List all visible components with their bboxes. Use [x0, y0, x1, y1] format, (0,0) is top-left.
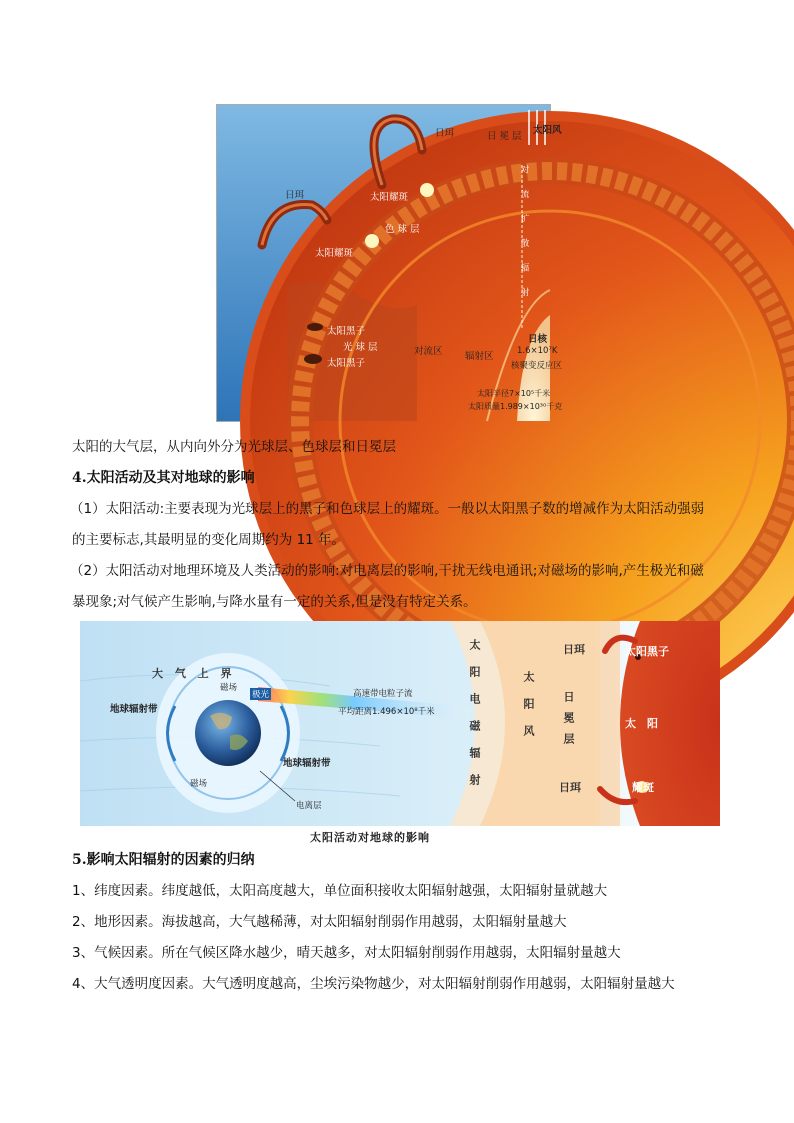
label-sunspot: 太阳黑子 — [625, 645, 669, 658]
section5-heading: 5.影响太阳辐射的因素的归纳 — [72, 852, 255, 868]
label-upper-atmosphere: 大 气 上 界 — [152, 667, 236, 680]
section4-p1-line1: （1）太阳活动:主要表现为光球层上的黑子和色球层上的耀斑。一般以太阳黑子数的增减作为太阳活动强弱 — [70, 501, 705, 517]
section4-heading: 4.太阳活动及其对地球的影响 — [72, 470, 255, 486]
label-transfer-vertical: 对流扩散辐射 — [519, 165, 529, 312]
label-solar-wind: 太阳风 — [533, 125, 562, 136]
label-mass: 太阳质量1.989×10³⁰千克 — [468, 402, 563, 411]
label-particle-stream: 高速带电粒子流 — [353, 689, 413, 699]
section5-item-1: 1、纬度因素。纬度越低，太阳高度越大，单位面积接收太阳辐射越强，太阳辐射量就越大 — [72, 883, 608, 899]
label-sun: 太 阳 — [625, 717, 658, 730]
section4-p2-line2: 暴现象;对气候产生影响,与降水量有一定的关系,但是没有特定关系。 — [72, 594, 477, 610]
label-prominence-top: 日珥 — [563, 643, 585, 656]
label-prominence-left: 日珥 — [285, 190, 305, 201]
section4-p1-line2: 的主要标志,其最明显的变化周期约为 11 年。 — [72, 532, 346, 548]
label-radiation-zone: 辐射区 — [465, 351, 494, 362]
label-flare-top: 太阳耀斑 — [370, 192, 409, 203]
label-corona: 日冕层 — [562, 691, 575, 754]
figure1-caption: 太阳的大气层，从内向外分为光球层、色球层和日冕层 — [72, 439, 396, 455]
label-magnetic-field-bottom: 磁场 — [190, 779, 208, 789]
label-em-radiation: 太阳电磁辐射 — [468, 639, 481, 801]
label-ionosphere: 电离层 — [296, 801, 322, 811]
label-solar-wind: 太阳风 — [522, 671, 535, 752]
label-chromosphere: 色球层 — [385, 224, 423, 235]
label-core-desc: 核聚变反应区 — [511, 361, 563, 371]
label-radiation-belt-right: 地球辐射带 — [283, 758, 331, 769]
figure2-caption: 太阳活动对地球的影响 — [310, 831, 430, 844]
label-photosphere: 光球层 — [343, 342, 381, 353]
label-distance: 平均距离1.496×10⁸千米 — [338, 707, 435, 717]
solar-structure-figure — [216, 104, 563, 422]
solar-structure-illustration — [217, 105, 550, 421]
label-prominence-top: 日珥 — [435, 128, 455, 139]
solar-impact-figure — [80, 621, 720, 847]
label-core-temp: 1.6×10⁷K — [517, 346, 558, 356]
section4-p2-line1: （2）太阳活动对地理环境及人类活动的影响:对电离层的影响,干扰无线电通讯;对磁场的影响,产生极光和磁 — [70, 563, 704, 579]
label-aurora: 极光 — [252, 690, 270, 700]
label-sunspot-top: 太阳黑子 — [327, 326, 366, 337]
label-prominence-bottom: 日珥 — [559, 781, 581, 794]
label-corona: 日冕层 — [487, 131, 525, 142]
label-radius: 太阳半径7×10⁵千米 — [477, 389, 551, 398]
label-sunspot-bottom: 太阳黑子 — [327, 358, 366, 369]
label-radiation-belt-left: 地球辐射带 — [110, 704, 158, 715]
label-flare-mid: 太阳耀斑 — [315, 248, 354, 259]
section5-item-2: 2、地形因素。海拔越高，大气越稀薄，对太阳辐射削弱作用越弱，太阳辐射量越大 — [72, 914, 567, 930]
label-convection: 对流区 — [414, 346, 443, 357]
label-flare: 耀斑 — [632, 781, 654, 794]
solar-impact-illustration — [80, 621, 720, 847]
section5-item-3: 3、气候因素。所在气候区降水越少，晴天越多，对太阳辐射削弱作用越弱，太阳辐射量越大 — [72, 945, 621, 961]
label-core-title: 日核 — [528, 334, 548, 345]
label-magnetic-field-top: 磁场 — [220, 683, 238, 693]
section5-item-4: 4、大气透明度因素。大气透明度越高，尘埃污染物越少，对太阳辐射削弱作用越弱，太阳辐射量越大 — [72, 976, 675, 992]
